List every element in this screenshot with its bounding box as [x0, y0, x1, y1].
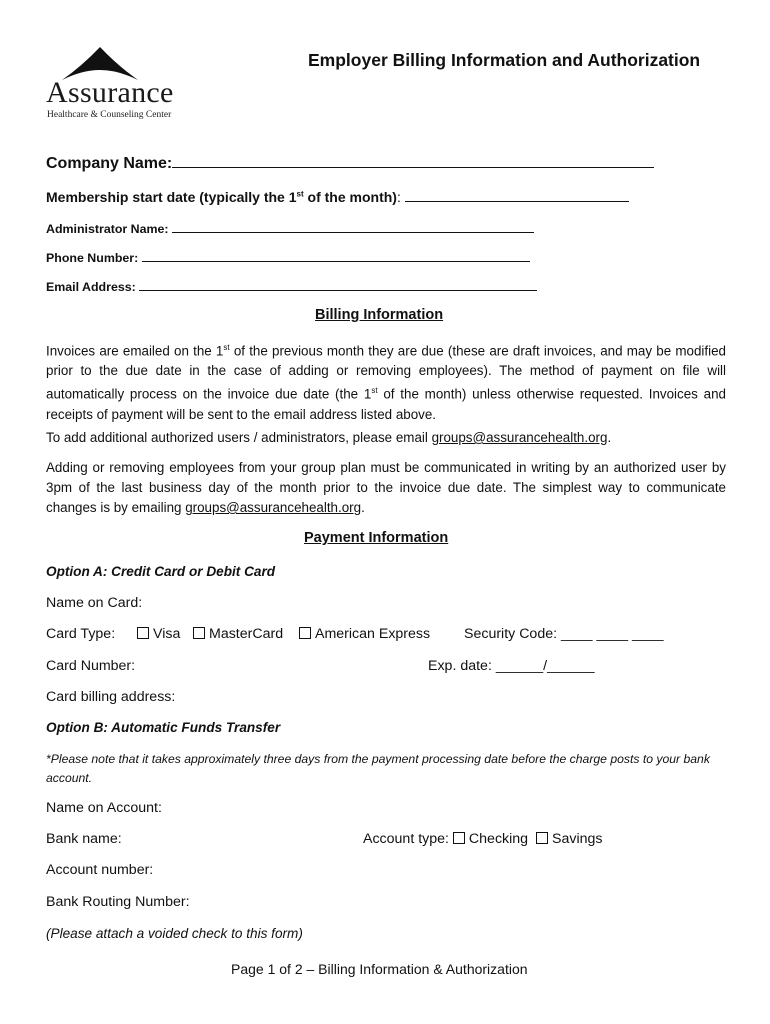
logo-name: Assurance — [46, 76, 174, 109]
email-input[interactable] — [139, 276, 537, 291]
checking-checkbox[interactable] — [453, 832, 465, 844]
phone-field — [46, 247, 530, 265]
option-b-title: Option B: Automatic Funds Transfer — [46, 720, 281, 735]
account-type-label: Account type: — [363, 831, 449, 847]
page-footer: Page 1 of 2 – Billing Information & Authorization — [231, 961, 528, 977]
card-type-label: Card Type: — [46, 626, 116, 642]
company-name-input[interactable] — [172, 153, 654, 168]
savings-checkbox[interactable] — [536, 832, 548, 844]
administrator-input[interactable] — [172, 218, 534, 233]
routing-number-label: Bank Routing Number: — [46, 894, 190, 910]
phone-label: Phone Number: — [46, 251, 139, 265]
card-number-label: Card Number: — [46, 658, 136, 674]
document-title: Employer Billing Information and Authorization — [308, 50, 701, 70]
billing-heading: Billing Information — [315, 307, 444, 323]
voided-check-note: (Please attach a voided check to this form) — [46, 926, 303, 941]
checking-label: Checking — [468, 831, 529, 847]
savings-label: Savings — [552, 831, 603, 847]
exp-date-field[interactable]: Exp. date: ______/______ — [428, 658, 595, 674]
card-billing-address-label: Card billing address: — [46, 689, 176, 705]
logo-subtitle: Healthcare & Counseling Center — [47, 110, 172, 120]
amex-option[interactable]: American Express — [299, 626, 430, 642]
visa-checkbox[interactable] — [137, 627, 149, 639]
mastercard-checkbox[interactable] — [193, 627, 205, 639]
company-name-field — [46, 153, 654, 173]
processing-note: *Please note that it takes approximately three days from the payment processing date before the charge posts to your bank account. — [46, 752, 710, 785]
billing-paragraph-3: Adding or removing employees from your group plan must be communicated in writing by an authorized user by 3pm of the last business day of the month prior to the invoice due date. The simplest way to communicate changes is by emailing groups@assurancehealth.org. — [46, 460, 726, 515]
bank-name-label: Bank name: — [46, 831, 122, 847]
payment-heading: Payment Information — [304, 530, 449, 546]
billing-paragraph-2: To add additional authorized users / administrators, please email groups@assurancehealth.org. — [46, 430, 612, 445]
account-number-label: Account number: — [46, 862, 154, 878]
membership-date-label: Membership start date (typically the 1st of the month) — [46, 189, 397, 205]
company-name-label: Company Name: — [46, 155, 173, 172]
groups-email-link-2[interactable]: groups@assurancehealth.org — [185, 500, 362, 515]
name-on-card-label: Name on Card: — [46, 595, 143, 611]
membership-date-field: Membership start date (typically the 1st of the month): — [46, 187, 629, 205]
mastercard-option[interactable]: MasterCard — [193, 626, 283, 642]
billing-paragraph-1: Invoices are emailed on the 1st of the previous month they are due (these are draft invoices, and may be modified prior to the due date in the case of adding or removing employees). The method of payment on file will automatically process on the invoice due date (the 1st of the month) unless otherwise requested. Invoices and receipts of payment will be sent to the email address listed above. — [46, 343, 726, 422]
amex-checkbox[interactable] — [299, 627, 311, 639]
security-code-field[interactable]: Security Code: ____ ____ ____ — [464, 626, 664, 642]
option-a-title: Option A: Credit Card or Debit Card — [46, 564, 276, 579]
groups-email-link[interactable]: groups@assurancehealth.org — [431, 430, 608, 445]
membership-date-input[interactable] — [405, 187, 629, 202]
account-type-field — [363, 831, 603, 847]
phone-input[interactable] — [142, 247, 530, 262]
administrator-field — [46, 218, 534, 236]
email-field — [46, 276, 537, 294]
email-label: Email Address: — [46, 280, 136, 294]
visa-option[interactable]: Visa — [137, 626, 180, 642]
administrator-label: Administrator Name: — [46, 222, 169, 236]
name-on-account-label: Name on Account: — [46, 800, 162, 816]
